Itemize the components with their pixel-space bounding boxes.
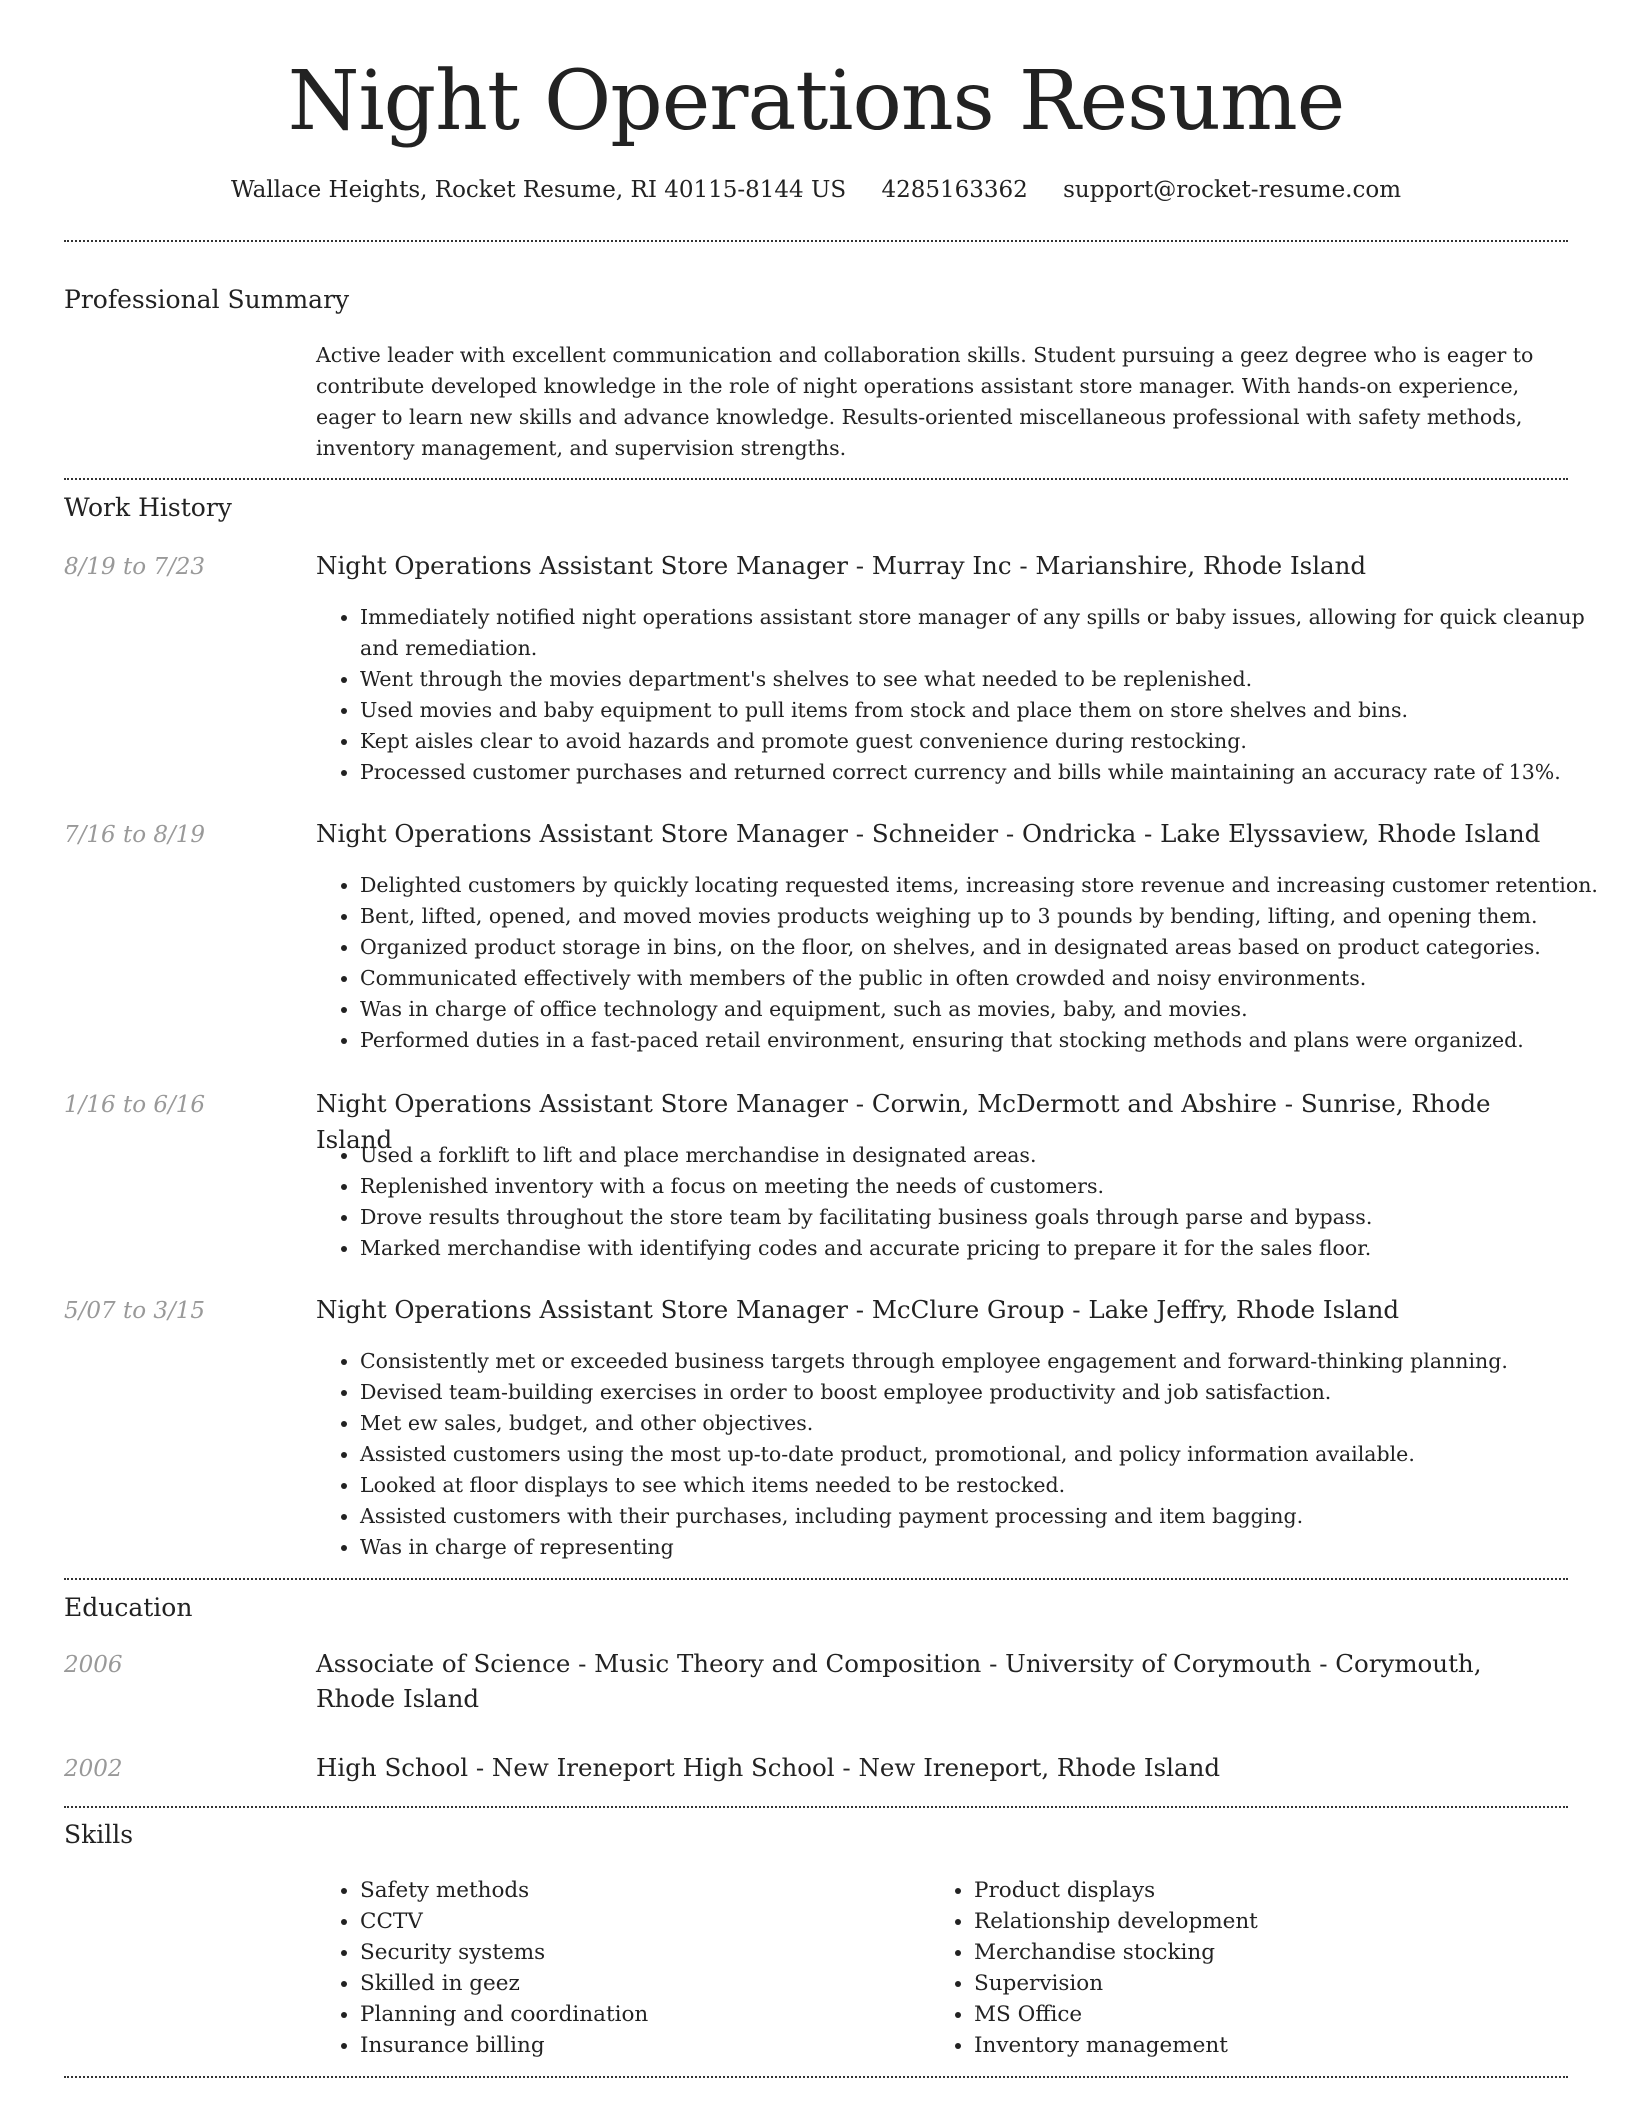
list-item: • Met ew sales, budget, and other objectives. [360,1408,1612,1439]
education-degree: Associate of Science - Music Theory and Composition [316,1649,982,1678]
list-item: • Went through the movies department's shelves to see what needed to be replenished. [360,664,1612,695]
section-divider [64,1806,1568,1808]
resume-name: Night Operations Resume [287,54,1345,149]
list-item: • Looked at floor displays to see which items needed to be restocked. [360,1470,1612,1501]
contact-address: Wallace Heights, Rocket Resume, RI 40115-8144 US [230,177,847,203]
list-item: • Relationship development [974,1906,1534,1937]
summary-heading: Professional Summary [64,285,350,314]
skills-list-right [930,1875,1534,2061]
section-divider [64,1578,1568,1580]
section-divider [64,478,1568,480]
job-dates: 1/16 to 6/16 [64,1092,206,1118]
list-item: • Consistently met or exceeded business targets through employee engagement and forward-thinking planning. [360,1346,1612,1377]
list-item: • Planning and coordination [360,1999,920,2030]
job-bullets [316,602,1612,788]
contact-email: support@rocket-resume.com [1063,177,1402,203]
list-item: • Product displays [974,1875,1534,1906]
list-item: • Was in charge of office technology and equipment, such as movies, baby, and movies. [360,994,1612,1025]
list-item: • Devised team-building exercises in order to boost employee productivity and job satisfaction. [360,1377,1612,1408]
job-bullets [316,870,1612,1056]
list-item: • Processed customer purchases and returned correct currency and bills while maintaining an accuracy rate of 13%. [360,757,1612,788]
list-item: • Used movies and baby equipment to pull items from stock and place them on store shelves and bins. [360,695,1612,726]
list-item: • Assisted customers using the most up-to-date product, promotional, and policy information available. [360,1439,1612,1470]
education-year: 2002 [64,1756,123,1782]
skills-heading: Skills [64,1820,134,1849]
education-degree: High School [316,1753,469,1782]
list-item: • Replenished inventory with a focus on meeting the needs of customers. [360,1171,1612,1202]
list-item: • Security systems [360,1937,920,1968]
job-dates: 8/19 to 7/23 [64,554,206,580]
contact-line [0,174,1632,206]
list-item: • Assisted customers with their purchases, including payment processing and item bagging. [360,1501,1612,1532]
education-entry [316,1750,1568,1786]
skills-list-left [316,1875,920,2061]
list-item: • Drove results throughout the store team by facilitating business goals through parse and bypass. [360,1202,1612,1233]
list-item: • Kept aisles clear to avoid hazards and promote guest convenience during restocking. [360,726,1612,757]
list-item: • Communicated effectively with members of the public in often crowded and noisy environments. [360,963,1612,994]
education-year: 2006 [64,1652,123,1678]
education-heading: Education [64,1593,193,1622]
list-item: • Used a forklift to lift and place merchandise in designated areas. [360,1140,1612,1171]
work-history-heading: Work History [64,493,232,522]
contact-phone: 4285163362 [881,177,1028,203]
job-dates: 7/16 to 8/19 [64,822,206,848]
list-item: • Organized product storage in bins, on the floor, on shelves, and in designated areas based on product categories. [360,932,1612,963]
section-divider [64,240,1568,242]
list-item: • Skilled in geez [360,1968,920,1999]
list-item: • MS Office [974,1999,1534,2030]
list-item: • Safety methods [360,1875,920,1906]
list-item: • Immediately notified night operations assistant store manager of any spills or baby issues, allowing for quick cleanup and remediation. [360,602,1612,664]
list-item: • Merchandise stocking [974,1937,1534,1968]
job-dates: 5/07 to 3/15 [64,1298,206,1324]
job-title: Night Operations Assistant Store Manager - McClure Group - Lake Jeffry, Rhode Island [316,1295,1400,1324]
list-item: • Was in charge of representing [360,1532,1612,1563]
education-school: - University of Corymouth - Corymouth, Rhode Island [316,1649,1482,1713]
list-item: • Bent, lifted, opened, and moved movies products weighing up to 3 pounds by bending, lifting, and opening them. [360,901,1612,932]
job-bullets [316,1140,1612,1264]
job-title: Night Operations Assistant Store Manager - Schneider - Ondricka - Lake Elyssaview, Rhode Island [316,819,1541,848]
list-item: • CCTV [360,1906,920,1937]
section-divider [64,2076,1568,2078]
list-item: • Inventory management [974,2030,1534,2061]
education-entry [316,1646,1568,1716]
education-school: - New Ireneport High School - New Ireneport, Rhode Island [468,1753,1221,1782]
list-item: • Insurance billing [360,2030,920,2061]
job-title: Night Operations Assistant Store Manager - Corwin, McDermott and Abshire - Sunrise, Rhode Island [316,1089,1491,1154]
list-item: • Delighted customers by quickly locating requested items, increasing store revenue and increasing customer retention. [360,870,1612,901]
job-title: Night Operations Assistant Store Manager - Murray Inc - Marianshire, Rhode Island [316,551,1367,580]
list-item: • Marked merchandise with identifying codes and accurate pricing to prepare it for the sales floor. [360,1233,1612,1264]
job-bullets [316,1346,1612,1563]
list-item: • Performed duties in a fast-paced retail environment, ensuring that stocking methods and plans were organized. [360,1025,1612,1056]
list-item: • Supervision [974,1968,1534,1999]
summary-text: Active leader with excellent communication and collaboration skills. Student pursuing a geez degree who is eager to contribute developed knowledge in the role of night operations assistant store manager. With hands-on experience, eager to learn new skills and advance knowledge. Results-oriented miscellaneous professional with safety methods, inventory management, and supervision strengths. [316,343,1534,460]
